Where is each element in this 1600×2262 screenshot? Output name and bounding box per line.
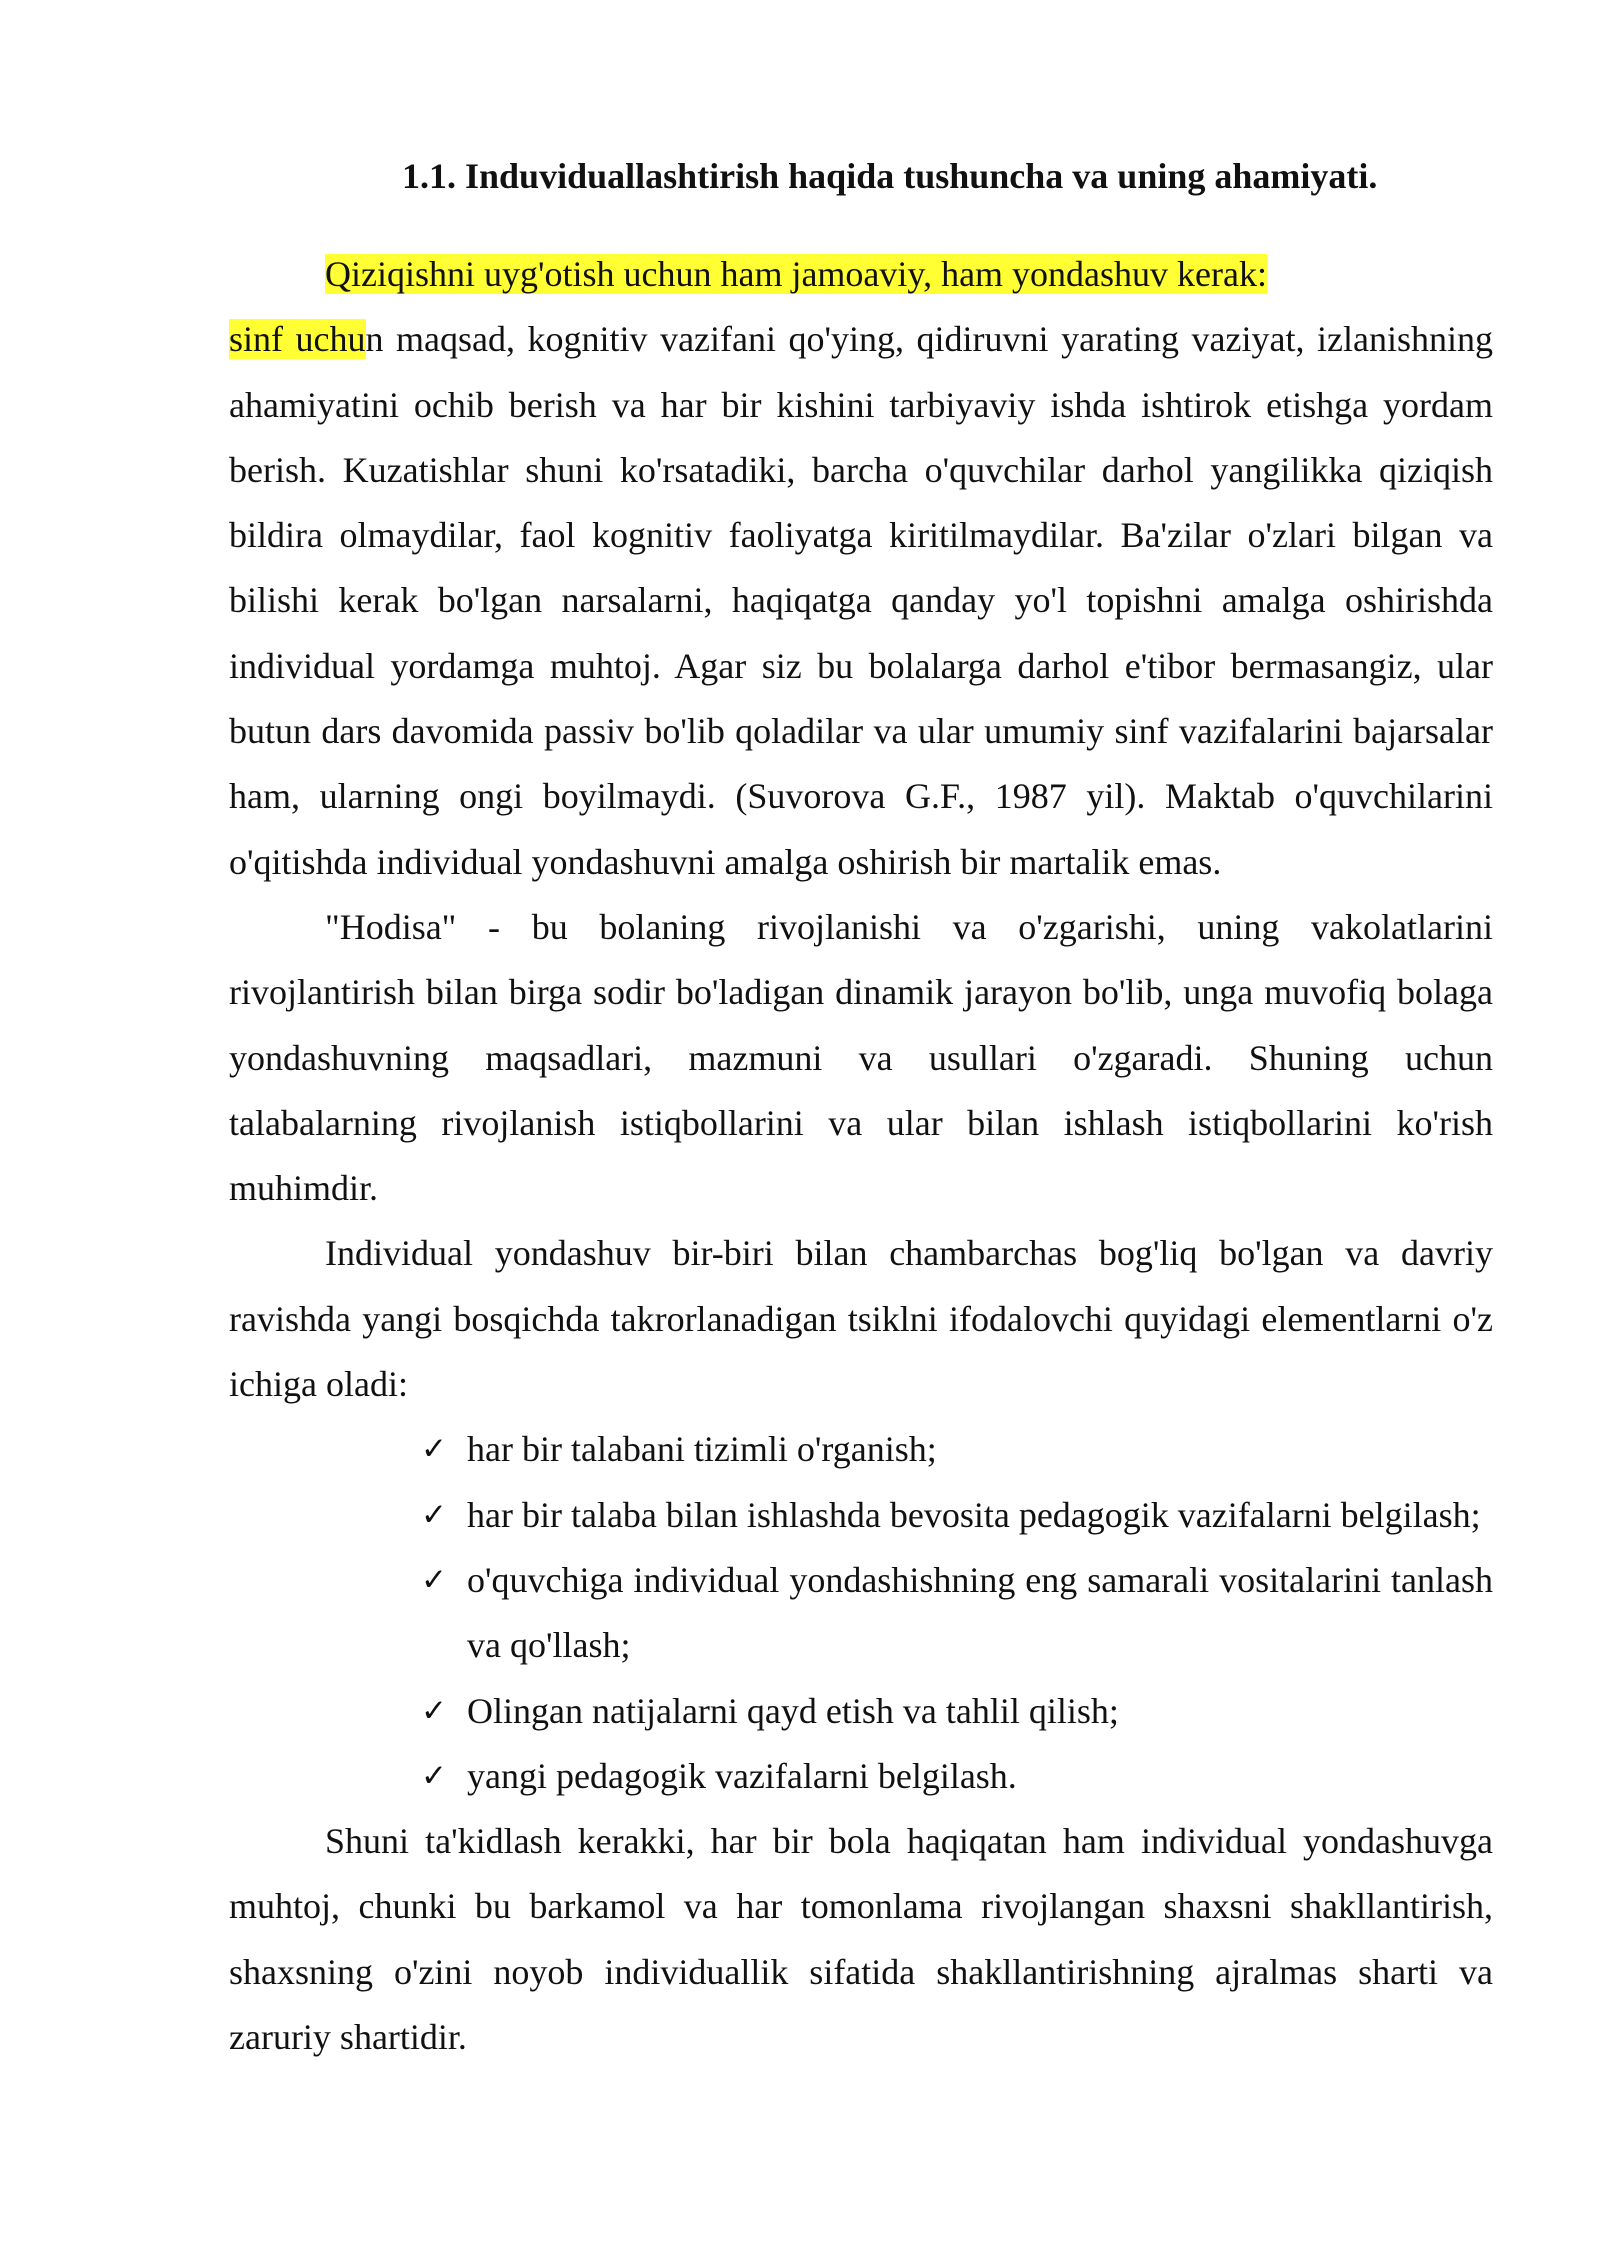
check-icon: ✓ [421, 1561, 447, 1598]
paragraph-interest [229, 242, 1493, 895]
section-heading: 1.1. Induviduallashtirish haqida tushuncha va uning ahamiyati. [402, 156, 1378, 196]
check-icon: ✓ [421, 1757, 447, 1794]
highlighted-text: Qiziqishni uyg'otish uchun ham jamoaviy, ham yondashuv kerak: [325, 254, 1267, 294]
checklist-item-text: Olingan natijalarni qayd etish va tahlil qilish; [467, 1690, 1119, 1731]
check-icon: ✓ [421, 1496, 447, 1533]
checklist-item [421, 1417, 1493, 1482]
checklist-item-text: o'quvchiga individual yondashishning eng samarali vositalarini tanlash va qo'llash; [467, 1559, 1493, 1666]
checklist-item [421, 1548, 1493, 1679]
checklist-item [421, 1679, 1493, 1744]
paragraph-text: n maqsad, kognitiv vazifani qo'ying, qidiruvni yarating vaziyat, izlanishning ahamiyatini ochib berish va har bir kishini tarbiyaviy ishda ishtirok etishga yordam berish. Kuzatishlar shuni ko'rsatadiki, barcha o'quvchilar darhol yangilikka qiziqish bildira olmaydilar, faol kognitiv faoliyatga kiritilmaydilar. Ba'zilar o'zlari bilgan va bilishi kerak bo'lgan narsalarni, haqiqatga qanday yo'l topishni amalga oshirishda individual yordamga muhtoj. Agar siz bu bolalarga darhol e'tibor bermasangiz, ular butun dars davomida passiv bo'lib qoladilar va ular umumiy sinf vazifalarini bajarsalar ham, ularning ongi boyilmaydi. (Suvorova G.F., 1987 yil). Maktab o'quvchilarini o'qitishda individual yondashuvni amalga oshirish bir martalik emas. [229, 319, 1493, 882]
paragraph-hodisa: "Hodisa" - bu bolaning rivojlanishi va o'zgarishi, uning vakolatlarini rivojlantirish bilan birga sodir bo'ladigan dinamik jarayon bo'lib, unga muvofiq bolaga yondashuvning maqsadlari, mazmuni va usullari o'zgaradi. Shuning uchun talabalarning rivojlanish istiqbollarini va ular bilan ishlash istiqbollarini ko'rish muhimdir. [229, 906, 1493, 1209]
check-icon: ✓ [421, 1431, 447, 1468]
check-icon: ✓ [421, 1692, 447, 1729]
checklist-item-text: har bir talabani tizimli o'rganish; [467, 1429, 937, 1470]
checklist-item-text: har bir talaba bilan ishlashda bevosita pedagogik vazifalarni belgilash; [467, 1494, 1481, 1535]
document-body [229, 242, 1493, 2070]
checklist-item [421, 1744, 1493, 1809]
checklist-item-text: yangi pedagogik vazifalarni belgilash. [467, 1755, 1017, 1796]
paragraph-individual-approach: Individual yondashuv bir-biri bilan chambarchas bog'liq bo'lgan va davriy ravishda yangi bosqichda takrorlanadigan tsiklni ifodalovchi quyidagi elementlarni o'z ichiga oladi: [229, 1233, 1493, 1405]
paragraph-conclusion: Shuni ta'kidlash kerakki, har bir bola haqiqatan ham individual yondashuvga muhtoj, chunki bu barkamol va har tomonlama rivojlangan shaxsni shakllantirish, shaxsning o'zini noyob individuallik sifatida shakllantirishning ajralmas sharti va zaruriy shartidir. [229, 1821, 1493, 2058]
checklist-item [421, 1483, 1493, 1548]
highlighted-text: sinf uchu [229, 319, 366, 360]
elements-checklist [229, 1417, 1493, 1809]
